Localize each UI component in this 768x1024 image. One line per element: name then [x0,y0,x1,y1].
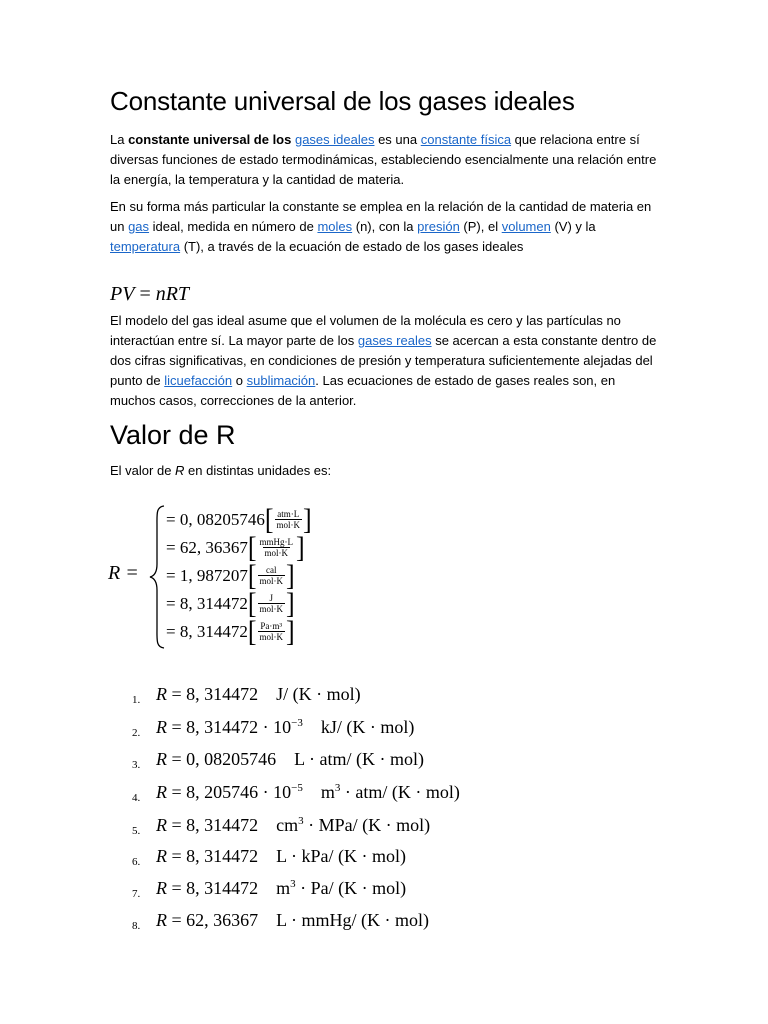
row-value: = 8, 314472 [166,621,248,641]
item-value: = 8, 205746 · 10 [171,782,292,802]
item-equation [156,717,414,738]
link-gases-reales[interactable]: gases reales [357,333,432,348]
bracket: ] [286,614,295,648]
unit-fraction [275,509,303,530]
item-equation [156,846,406,867]
item-number: 3. [132,759,141,771]
item-number: 6. [132,856,141,868]
item-number: 1. [132,694,141,706]
item-unit-base: m [320,782,335,802]
row-value: = 62, 36367 [166,537,248,557]
item-unit-exponent: 3 [334,782,341,794]
unit-denominator: mol·K [276,520,301,530]
item-value: = 8, 314472 · 10 [171,717,292,737]
intro-paragraph [110,130,658,190]
system-lhs: R = [108,562,139,584]
item-number: 4. [132,792,141,804]
unit-fraction [258,621,286,642]
item-unit: L · mmHg/ (K · mol) [276,910,429,930]
row-value: = 0, 08205746 [166,509,265,529]
unit-denominator: mol·K [259,576,284,586]
bold-term: constante universal de los [128,132,295,147]
text: (T), a través de la ecuación de estado de los gases ideales [180,239,524,254]
unit-numerator: cal [266,565,277,575]
values-intro [110,463,331,478]
symbol-r: R [175,463,185,478]
bracket: ] [286,558,295,592]
item-equation [156,878,406,899]
item-unit-base: m [276,878,291,898]
bracket: ] [296,530,305,564]
bracket: [ [247,558,257,592]
symbol-r: R [156,684,172,704]
link-presion[interactable]: presión [417,219,460,234]
item-number: 5. [132,825,141,837]
system-row [166,586,295,620]
item-value: = 8, 314472 [171,815,259,835]
system-row [166,558,295,592]
item-value: = 0, 08205746 [171,749,277,769]
unit-numerator: Pa·m³ [260,621,283,631]
text: En su forma más particular la constante se emplea en la relación de la cantidad de materia en un [110,199,652,234]
link-gases-ideales[interactable]: gases ideales [294,132,375,147]
item-unit: · MPa/ (K · mol) [303,815,431,835]
r-values-system [108,504,368,652]
item-exponent: −5 [291,782,303,794]
item-unit-exponent: 3 [290,878,296,890]
link-licuefaccion[interactable]: licuefacción [164,373,233,388]
bracket: [ [247,586,257,620]
text: . Las ecuaciones de estado de gases reales son, en muchos casos, correcciones de la anterior. [110,373,616,408]
text: (V) y la [550,219,596,234]
bracket: [ [247,530,257,564]
system-row [166,614,295,648]
item-equation [156,815,430,836]
item-equation [156,782,460,803]
item-equation [156,684,361,705]
link-volumen[interactable]: volumen [501,219,551,234]
link-constante-fisica[interactable]: constante física [420,132,512,147]
item-unit: · atm/ (K · mol) [340,782,460,802]
link-sublimacion[interactable]: sublimación [246,373,316,388]
equation-equals: = [134,283,156,305]
bracket: [ [264,502,274,536]
unit-denominator: mol·K [264,548,289,558]
item-value: = 8, 314472 [171,684,259,704]
symbol-r: R [156,749,172,769]
link-moles[interactable]: moles [317,219,353,234]
text: El valor de [110,463,176,478]
unit-fraction [258,537,296,558]
text: El modelo del gas ideal asume que el volumen de la molécula es cero y las partículas no interactúan entre sí. La mayor parte de los [110,313,621,348]
symbol-r: R [156,717,172,737]
unit-numerator: atm·L [277,509,300,519]
unit-numerator: J [269,593,274,603]
item-unit-base: cm [276,815,299,835]
item-value: = 62, 36367 [171,910,259,930]
ideal-gas-model-paragraph [110,311,658,411]
bracket: ] [286,586,295,620]
item-value: = 8, 314472 [171,846,259,866]
item-unit: L · atm/ (K · mol) [294,749,424,769]
bracket: [ [247,614,257,648]
symbol-r: R [156,782,172,802]
text: es una [374,132,421,147]
page-title: Constante universal de los gases ideales [110,86,575,116]
ideal-gas-equation [110,283,189,306]
unit-denominator: mol·K [259,632,284,642]
item-unit-exponent: 3 [298,815,304,827]
item-equation [156,910,429,931]
item-unit: J/ (K · mol) [276,684,361,704]
text: en distintas unidades es: [184,463,332,478]
text: se acercan a esta constante dentro de dos cifras significativas, en condiciones de presión y temperatura suficientemente alejadas del punto de [110,333,657,388]
item-equation [156,749,424,770]
item-number: 7. [132,888,141,900]
unit-numerator: mmHg·L [259,537,294,547]
left-brace [148,504,166,650]
text: La [110,132,129,147]
item-unit: · Pa/ (K · mol) [295,878,407,898]
item-exponent: −3 [291,717,303,729]
row-value: = 1, 987207 [166,565,248,585]
item-unit: L · kPa/ (K · mol) [276,846,406,866]
item-value: = 8, 314472 [171,878,259,898]
text: o [232,373,247,388]
symbol-r: R [156,910,172,930]
item-number: 8. [132,920,141,932]
item-unit: kJ/ (K · mol) [320,717,415,737]
link-temperatura[interactable]: temperatura [110,239,181,254]
unit-fraction [258,593,286,614]
equation-lhs: PV [110,283,135,305]
symbol-r: R [156,815,172,835]
item-number: 2. [132,727,141,739]
ideal-gas-paragraph [110,197,658,257]
system-row [166,502,312,536]
equation-rhs: nRT [155,283,190,305]
unit-denominator: mol·K [259,604,284,614]
text: que relaciona entre sí diversas funciones de estado termodinámicas, estableciendo esencialmente una relación entre la energía, la temperatura y la cantidad de materia. [110,132,657,187]
unit-fraction [258,565,286,586]
link-gas[interactable]: gas [128,219,150,234]
section-title: Valor de R [110,420,236,450]
text: ideal, medida en número de [149,219,318,234]
bracket: ] [303,502,312,536]
row-value: = 8, 314472 [166,593,248,613]
symbol-r: R [156,878,172,898]
text: (P), el [459,219,502,234]
symbol-r: R [156,846,172,866]
system-row [166,530,305,564]
text: (n), con la [352,219,418,234]
